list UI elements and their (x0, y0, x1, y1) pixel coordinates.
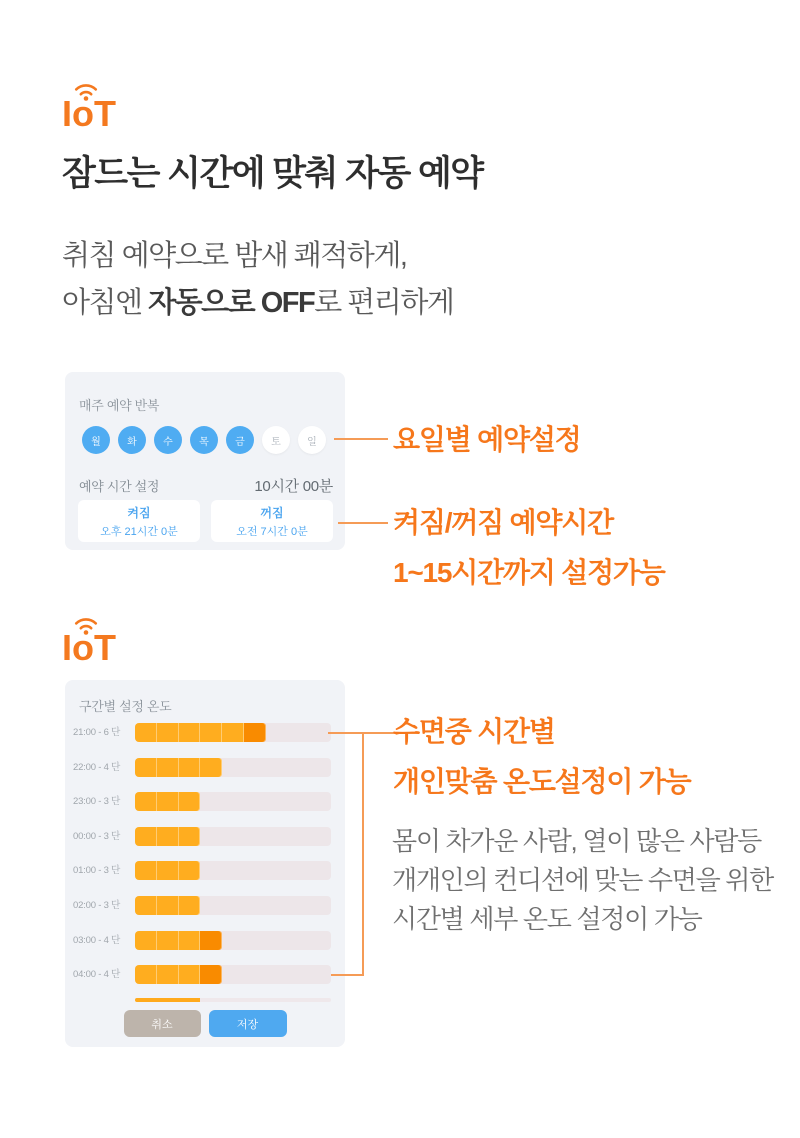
temp-bar-segment (179, 792, 201, 811)
temp-row (65, 792, 345, 811)
iot-logo (62, 84, 142, 132)
power-on-time: 오후 21시간 0분 (100, 525, 178, 538)
subtitle-line2-bold: 자동으로 OFF (148, 287, 315, 319)
partial-temp-bar (135, 998, 331, 1002)
callout-line-temp-bottom (331, 974, 364, 976)
power-off-time: 오전 7시간 0분 (236, 525, 308, 538)
temp-row-label: 22:00 - 4 단 (73, 761, 121, 773)
temp-row (65, 931, 345, 950)
page-title: 잠드는 시간에 맞춰 자동 예약 (62, 154, 483, 193)
temp-bar[interactable] (135, 723, 331, 742)
temperature-card-header: 구간별 설정 온도 (79, 699, 172, 714)
temp-bar[interactable] (135, 827, 331, 846)
temp-bar-segment (157, 965, 179, 984)
temp-description (392, 822, 773, 939)
temp-bar-segment (179, 723, 201, 742)
iot-logo-text: IoT (62, 627, 116, 668)
temp-bar-segment (135, 723, 157, 742)
temp-bar-segment (157, 758, 179, 777)
iot-logo (62, 618, 142, 666)
temp-bar-segment (157, 861, 179, 880)
temp-bar-segment (157, 896, 179, 915)
day-circle[interactable]: 화 (118, 426, 146, 454)
temp-bar-segment (244, 723, 266, 742)
temp-bar-segment (135, 965, 157, 984)
day-circle[interactable]: 수 (154, 426, 182, 454)
temp-row (65, 861, 345, 880)
callout-line-days (334, 438, 388, 440)
temp-bar-segment (200, 758, 222, 777)
temp-bar-segment (222, 723, 244, 742)
temp-bar-segment (200, 723, 222, 742)
temp-bar-segment (135, 931, 157, 950)
temp-bar-segment (135, 861, 157, 880)
temp-bar-segment (179, 896, 201, 915)
power-off-time-button[interactable] (211, 500, 333, 542)
temp-row-label: 01:00 - 3 단 (73, 865, 121, 877)
temp-row (65, 723, 345, 742)
temp-bar-segment (135, 792, 157, 811)
save-button[interactable]: 저장 (209, 1010, 287, 1037)
day-circle[interactable]: 월 (82, 426, 110, 454)
temp-bar-segment (135, 896, 157, 915)
day-circle[interactable]: 금 (226, 426, 254, 454)
desc-line2: 개개인의 컨디션에 맞는 수면을 위한 (392, 865, 773, 895)
temp-bar-segment (200, 965, 222, 984)
temp-bar-segment (179, 861, 201, 880)
temp-row (65, 758, 345, 777)
temp-row-label: 03:00 - 4 단 (73, 934, 121, 946)
temp-bar-segment (157, 931, 179, 950)
desc-line3: 시간별 세부 온도 설정이 가능 (392, 904, 702, 934)
temp-bar-segment (135, 758, 157, 777)
day-circle[interactable]: 토 (262, 426, 290, 454)
temp-row-label: 04:00 - 4 단 (73, 969, 121, 981)
callout-sleep-line1: 수면중 시간별 (393, 716, 555, 747)
day-circles (82, 426, 326, 454)
callout-onoff-line2: 1~15시간까지 설정가능 (393, 557, 665, 588)
temp-row-label: 23:00 - 3 단 (73, 796, 121, 808)
callout-onoff-time (393, 498, 665, 598)
temp-bar[interactable] (135, 896, 331, 915)
temp-row (65, 965, 345, 984)
callout-sleep-temp (393, 707, 691, 807)
temp-bar-segment (157, 792, 179, 811)
temp-bar-segment (179, 827, 201, 846)
temp-bar[interactable] (135, 758, 331, 777)
temp-bar-segment (179, 931, 201, 950)
temp-bar-segment (200, 931, 222, 950)
day-circle[interactable]: 일 (298, 426, 326, 454)
iot-logo-text: IoT (62, 93, 116, 134)
partial-temp-bar-fill (135, 998, 200, 1002)
callout-line-time (338, 522, 388, 524)
temp-rows (65, 723, 345, 1000)
temperature-settings-card (65, 680, 345, 1047)
temp-bar[interactable] (135, 792, 331, 811)
temp-row (65, 827, 345, 846)
temp-bar-segment (179, 965, 201, 984)
temp-row-label: 21:00 - 6 단 (73, 727, 121, 738)
on-off-button-row (78, 500, 333, 542)
power-off-label: 꺼짐 (260, 505, 284, 520)
time-setting-label: 예약 시간 설정 (79, 479, 160, 494)
day-circle[interactable]: 목 (190, 426, 218, 454)
time-setting-row (79, 475, 333, 496)
temp-row-label: 00:00 - 3 단 (73, 830, 121, 842)
subtitle-line1: 취침 예약으로 밤새 쾌적하게, (62, 240, 407, 272)
subtitle-line2-post: 로 편리하게 (314, 287, 454, 319)
temp-bar-segment (135, 827, 157, 846)
weekly-schedule-card (65, 372, 345, 550)
temp-row (65, 896, 345, 915)
time-total-value: 10시간 00분 (254, 478, 333, 495)
cancel-button[interactable]: 취소 (124, 1010, 201, 1037)
subtitle-line2-pre: 아침엔 (62, 287, 149, 319)
temp-bar[interactable] (135, 861, 331, 880)
callout-line-temp-vertical (362, 732, 364, 976)
callout-day-setting: 요일별 예약설정 (393, 424, 581, 455)
desc-line1: 몸이 차가운 사람, 열이 많은 사람등 (392, 826, 761, 856)
card-action-row (65, 1010, 345, 1037)
temp-row-label: 02:00 - 3 단 (73, 899, 121, 911)
weekly-repeat-label: 매주 예약 반복 (79, 398, 160, 413)
power-on-time-button[interactable] (78, 500, 200, 542)
temp-bar-segment (157, 827, 179, 846)
page-subtitle (62, 233, 453, 327)
power-on-label: 켜짐 (127, 505, 151, 520)
callout-onoff-line1: 켜짐/꺼짐 예약시간 (393, 507, 613, 538)
callout-sleep-line2: 개인맞춤 온도설정이 가능 (393, 766, 691, 797)
temp-bar-segment (179, 758, 201, 777)
temp-bar[interactable] (135, 931, 331, 950)
temp-bar-segment (157, 723, 179, 742)
temp-bar[interactable] (135, 965, 331, 984)
